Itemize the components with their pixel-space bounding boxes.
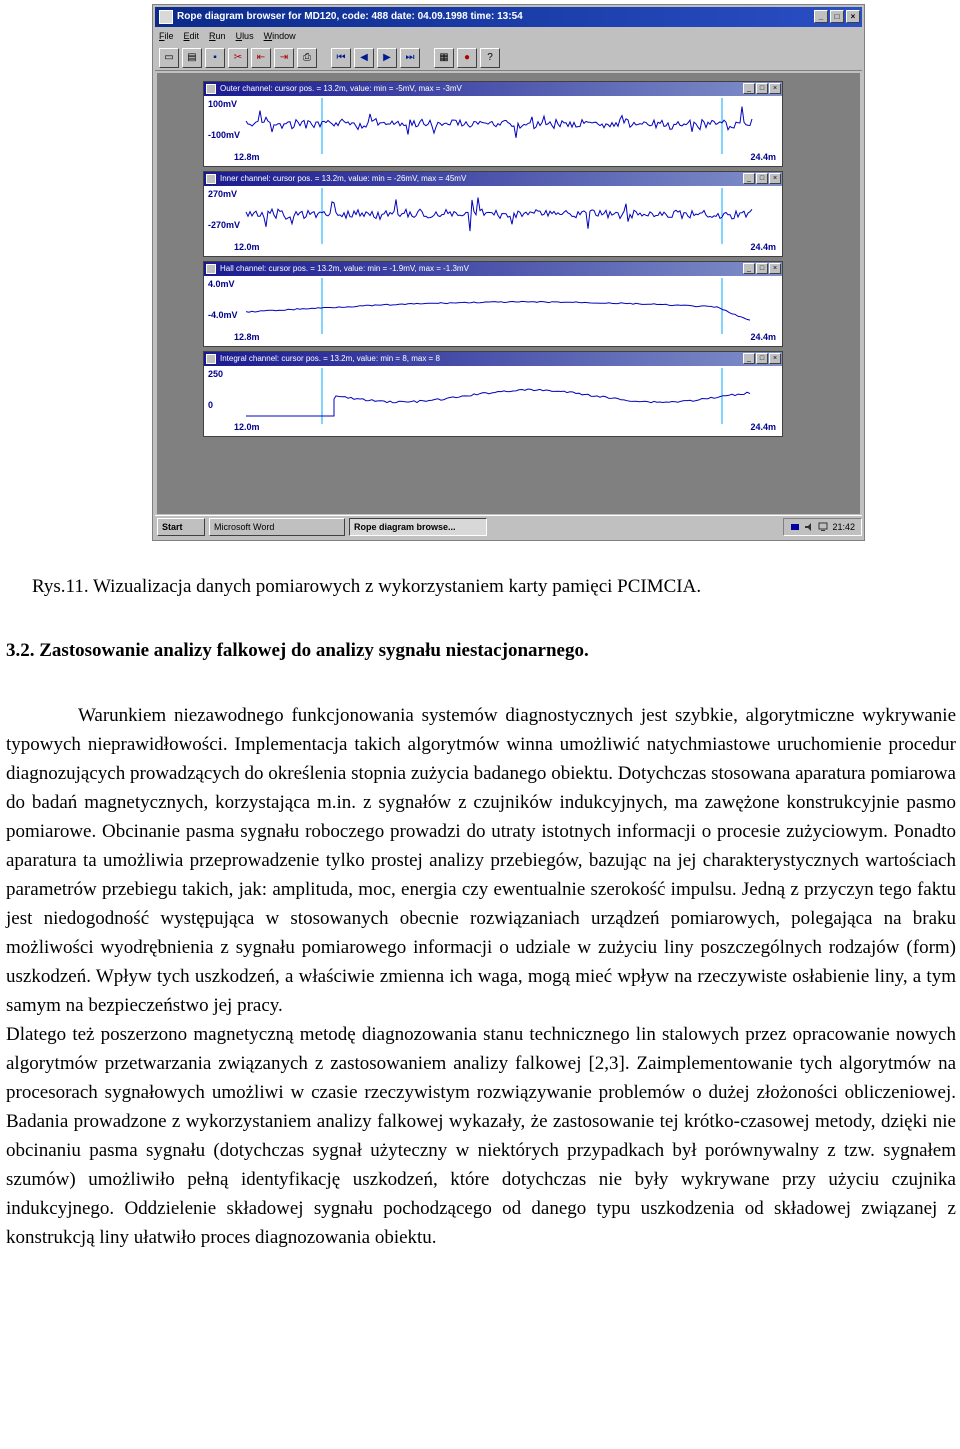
- body-text: [6, 701, 956, 1252]
- x-axis-right-label: 24.4m: [750, 422, 776, 432]
- menu-edit[interactable]: Edit: [183, 31, 200, 41]
- new-file-icon[interactable]: ▭: [159, 48, 179, 68]
- x-axis-left-label: 12.0m: [234, 242, 260, 252]
- help-icon[interactable]: ?: [480, 48, 500, 68]
- y-axis-bottom-label: -270mV: [208, 220, 241, 230]
- channel-title-text: Inner channel: cursor pos. = 13.2m, value: min = -26mV, max = 45mV: [220, 174, 467, 183]
- x-axis-right-label: 24.4m: [750, 152, 776, 162]
- channel-title-text: Hall channel: cursor pos. = 13.2m, value: min = -1.9mV, max = -1.3mV: [220, 264, 469, 273]
- channel-close-button[interactable]: ×: [769, 263, 781, 274]
- stop-icon[interactable]: ●: [457, 48, 477, 68]
- channel-icon: [206, 354, 216, 364]
- screenshot-figure: [152, 4, 865, 541]
- app-icon: [159, 10, 173, 24]
- close-button[interactable]: ×: [846, 10, 860, 23]
- y-axis-bottom-label: -100mV: [208, 130, 241, 140]
- figure-caption: Rys.11. Wizualizacja danych pomiarowych z wykorzystaniem karty pamięci PCIMCIA.: [32, 576, 702, 597]
- x-axis-right-label: 24.4m: [750, 332, 776, 342]
- channel-plot[interactable]: [204, 276, 782, 346]
- y-axis-top-label: 4.0mV: [208, 279, 235, 289]
- paragraph: Dlatego też poszerzono magnetyczną metodę diagnozowania stanu technicznego lin stalowych przez opracowanie nowych algorytmów przetwarzania związanych z zastosowaniem analizy falkowej [2,3]. Zaimplementowanie tych algorytmów na procesorach sygnałowych umożliwi w czasie rzeczywistym rozwiązywanie problemów o dużej złożoności obliczeniowej. Badania prowadzone z wykorzystaniem analizy falkowej wykazały, że zastosowanie tej krótko-czasowej metody, dzięki nie obcinaniu pasma sygnału (dotychczas sygnał użyteczny w niektórych przypadkach był porównywalny z tzw. sygnałem szumów) umożliwiło pełną identyfikację uszkodzeń, które dotychczas nie były wykrywane przy użyciu czujnika indukcyjnego. Oddzielenie składowej sygnału pochodzącego od danego typu uszkodzenia od składowej związanej z konstrukcją liny ułatwiło proces diagnozowania obiektu.: [6, 1024, 956, 1248]
- window-title: Rope diagram browser for MD120, code: 488 date: 04.09.1998 time: 13:54: [177, 11, 523, 22]
- channel-icon: [206, 84, 216, 94]
- channel-maximize-button[interactable]: □: [756, 353, 768, 364]
- menu-window[interactable]: Window: [263, 31, 296, 41]
- menu-bar: [155, 28, 862, 44]
- section-heading: 3.2. Zastosowanie analizy falkowej do analizy sygnału niestacjonarnego.: [6, 640, 589, 661]
- channel-minimize-button[interactable]: _: [743, 83, 755, 94]
- toolbar: [155, 46, 862, 71]
- prev-icon[interactable]: ◀: [354, 48, 374, 68]
- tray-display-icon[interactable]: [818, 522, 828, 532]
- chart-icon[interactable]: ▦: [434, 48, 454, 68]
- tray-clock: 21:42: [832, 522, 855, 532]
- menu-file[interactable]: File: [159, 31, 174, 41]
- step-back-icon[interactable]: ⇤: [251, 48, 271, 68]
- save-icon[interactable]: ▪: [205, 48, 225, 68]
- taskbar-item-word[interactable]: Microsoft Word: [209, 518, 345, 536]
- y-axis-top-label: 270mV: [208, 189, 238, 199]
- paragraph: Warunkiem niezawodnego funkcjonowania systemów diagnostycznych jest szybkie, algorytmiczne wykrywanie typowych nieprawidłowości. Implementacja takich algorytmów winna umożliwić natychmiastowe uruchomienie procedur diagnozujących prowadzących do określenia stopnia zużycia badanego obiektu. Dotychczas stosowana aparatura pomiarowa do badań magnetycznych, korzystająca m.in. z sygnałów z czujników indukcyjnych, ma zawężone konstrukcyjnie pasmo pomiarowe. Obcinanie pasma sygnału roboczego prowadzi do utraty istotnych informacji o procesie zużyciowym. Ponadto aparatura ta umożliwia przeprowadzenie tylko prostej analizy przebiegów, bazując na jej charakterystycznych wartościach parametrów przebiegu takich, jak: amplituda, moc, energia czy ewentualnie szerokość impulsu. Jedną z przyczyn tego faktu jest niedogodność występująca w stosowanych obecnie rozwiązaniach urządzeń pomiarowych, polegająca na braku możliwości wyodrębnienia z sygnału pomiarowego informacji o udziale w zużyciu liny poszczególnych rodzajów (form) uszkodzeń. Wpływ tych uszkodzeń, a właściwie zmienna ich waga, mogą mieć wpływ na rzeczywiste osłabienie liny, a tym samym na bezpieczeństwo jej pracy.: [6, 705, 956, 1016]
- open-icon[interactable]: ▤: [182, 48, 202, 68]
- window-titlebar: [155, 7, 862, 27]
- channel-window[interactable]: [203, 171, 783, 257]
- cut-icon[interactable]: ✂: [228, 48, 248, 68]
- channel-title: [204, 352, 782, 366]
- print-icon[interactable]: ⎙: [297, 48, 317, 68]
- channel-title: [204, 262, 782, 276]
- start-button[interactable]: Start: [157, 518, 205, 536]
- channel-close-button[interactable]: ×: [769, 83, 781, 94]
- x-axis-right-label: 24.4m: [750, 242, 776, 252]
- taskbar: [155, 515, 862, 538]
- menu-run[interactable]: Run: [209, 31, 226, 41]
- channel-window[interactable]: [203, 351, 783, 437]
- system-tray: [783, 518, 862, 536]
- last-icon[interactable]: ⏭: [400, 48, 420, 68]
- taskbar-item-rope[interactable]: Rope diagram browse...: [349, 518, 487, 536]
- mdi-client-area: [157, 73, 860, 514]
- x-axis-left-label: 12.8m: [234, 152, 260, 162]
- menu-view[interactable]: Ulus: [235, 31, 254, 41]
- channel-maximize-button[interactable]: □: [756, 263, 768, 274]
- channel-icon: [206, 264, 216, 274]
- channel-title-text: Outer channel: cursor pos. = 13.2m, value: min = -5mV, max = -3mV: [220, 84, 462, 93]
- channel-plot[interactable]: [204, 186, 782, 256]
- channel-close-button[interactable]: ×: [769, 173, 781, 184]
- channel-minimize-button[interactable]: _: [743, 173, 755, 184]
- y-axis-bottom-label: 0: [208, 400, 214, 410]
- tray-network-icon[interactable]: [790, 522, 800, 532]
- x-axis-left-label: 12.0m: [234, 422, 260, 432]
- channel-minimize-button[interactable]: _: [743, 353, 755, 364]
- channel-plot[interactable]: [204, 96, 782, 166]
- channel-window[interactable]: [203, 81, 783, 167]
- channel-minimize-button[interactable]: _: [743, 263, 755, 274]
- next-icon[interactable]: ▶: [377, 48, 397, 68]
- channel-maximize-button[interactable]: □: [756, 173, 768, 184]
- tray-volume-icon[interactable]: [804, 522, 814, 532]
- y-axis-top-label: 250: [208, 369, 224, 379]
- y-axis-bottom-label: -4.0mV: [208, 310, 238, 320]
- x-axis-left-label: 12.8m: [234, 332, 260, 342]
- maximize-button[interactable]: □: [830, 10, 844, 23]
- channel-title-text: Integral channel: cursor pos. = 13.2m, value: min = 8, max = 8: [220, 354, 440, 363]
- channel-title: [204, 172, 782, 186]
- channel-icon: [206, 174, 216, 184]
- step-forward-icon[interactable]: ⇥: [274, 48, 294, 68]
- minimize-button[interactable]: _: [814, 10, 828, 23]
- channel-maximize-button[interactable]: □: [756, 83, 768, 94]
- channel-plot[interactable]: [204, 366, 782, 436]
- channel-window[interactable]: [203, 261, 783, 347]
- first-icon[interactable]: ⏮: [331, 48, 351, 68]
- y-axis-top-label: 100mV: [208, 99, 238, 109]
- channel-close-button[interactable]: ×: [769, 353, 781, 364]
- channel-title: [204, 82, 782, 96]
